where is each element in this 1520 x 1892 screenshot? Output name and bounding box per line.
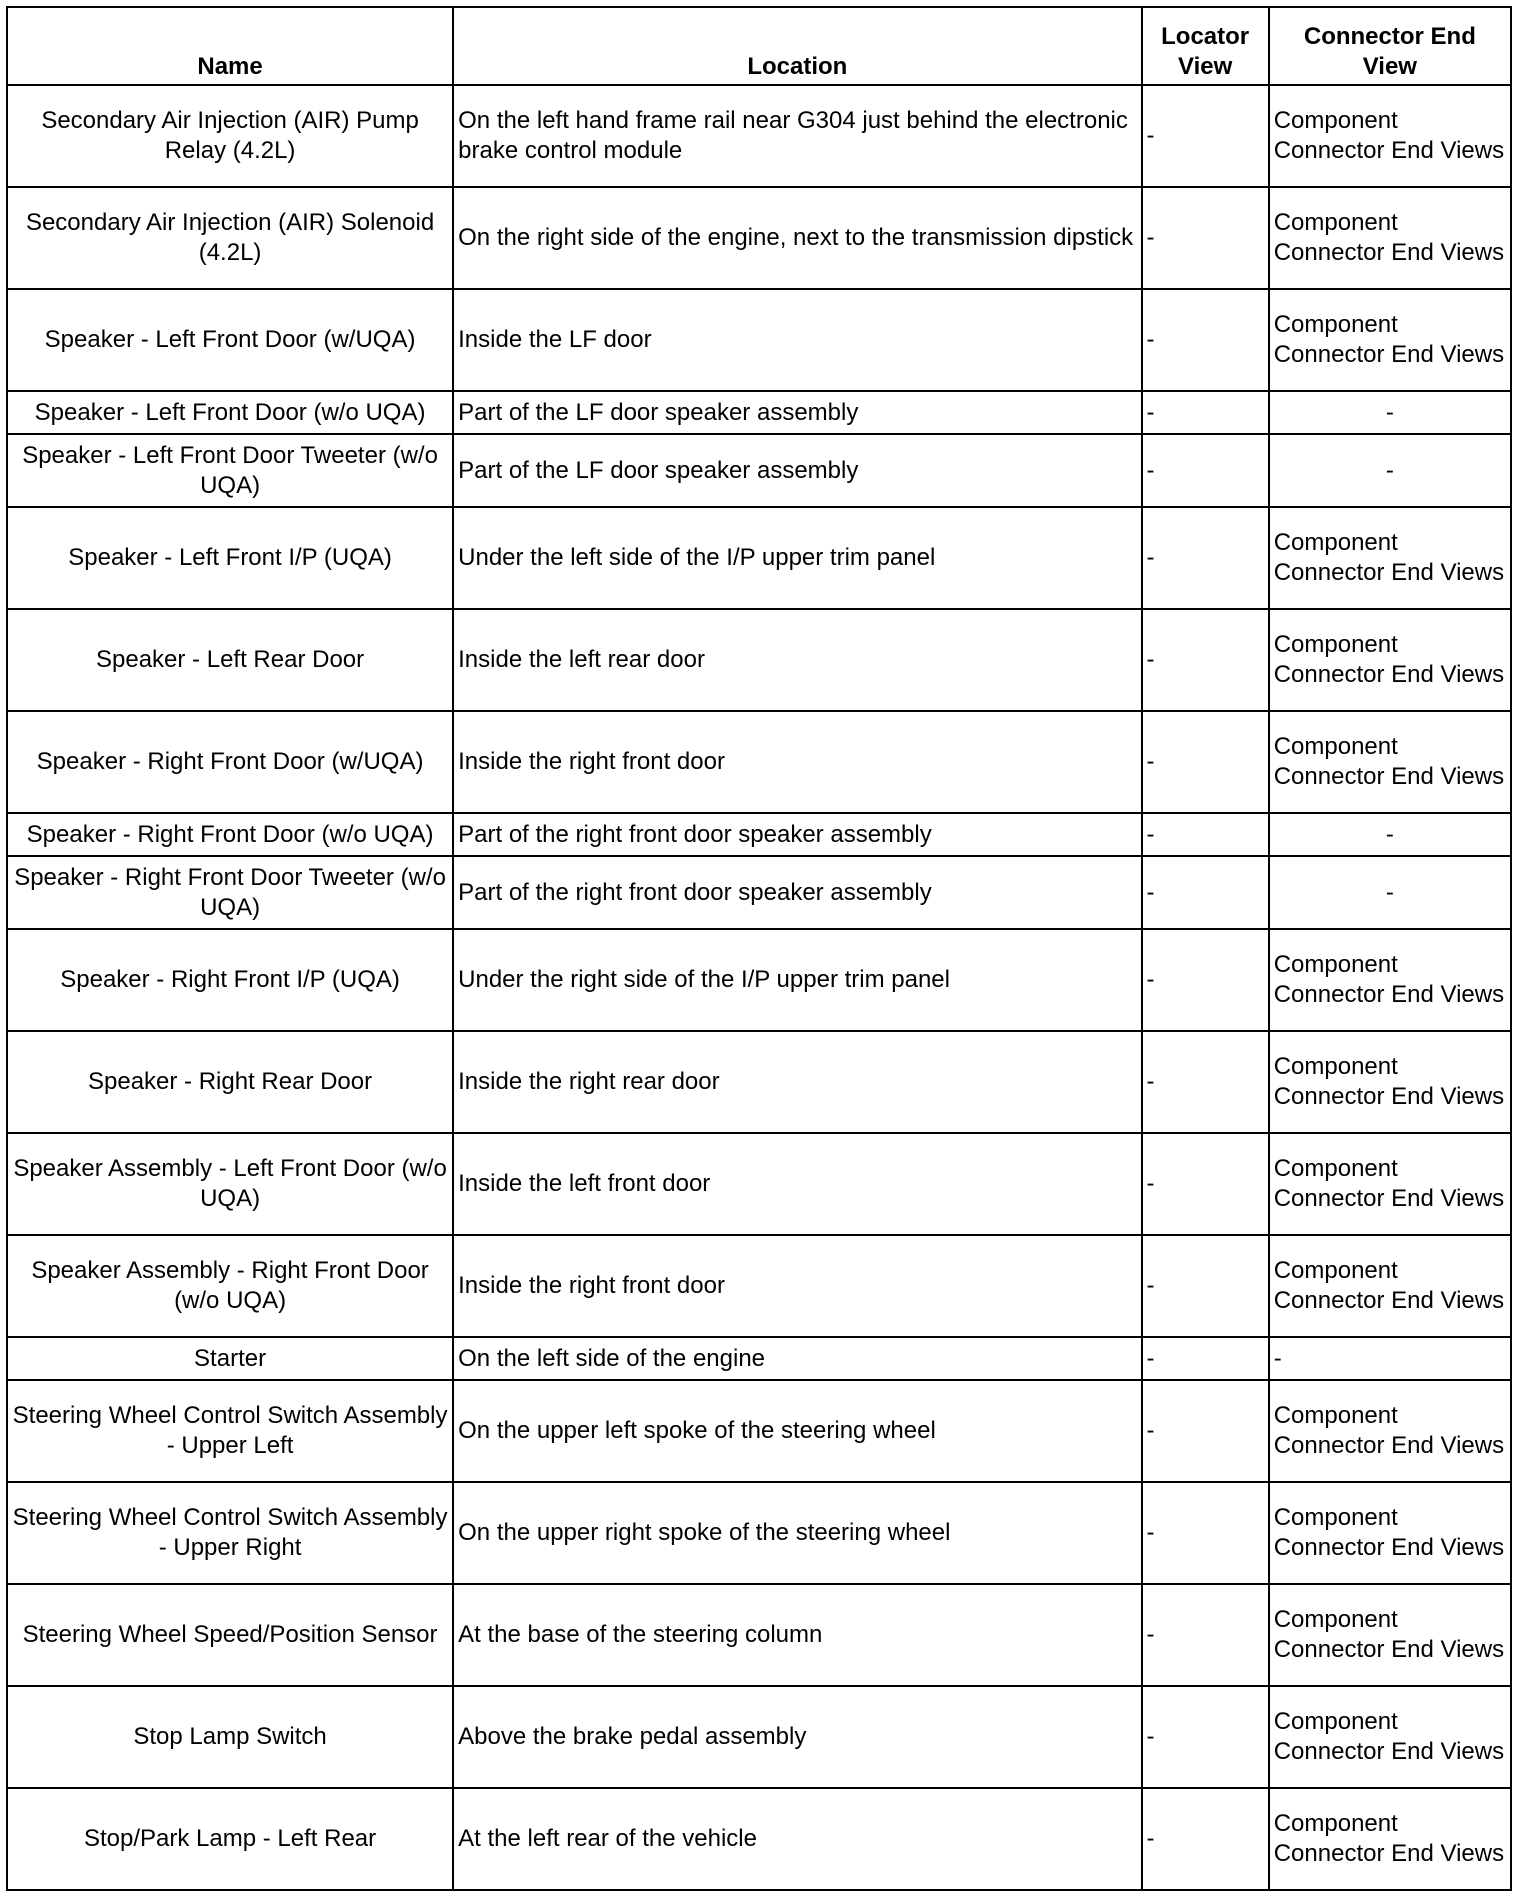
cell-name: Speaker - Right Front Door (w/o UQA) [7, 813, 453, 856]
cell-connector-end-view-link[interactable]: Component Connector End Views [1269, 1482, 1511, 1584]
cell-location: On the upper right spoke of the steering wheel [453, 1482, 1141, 1584]
cell-connector-end-view-link[interactable]: Component Connector End Views [1269, 289, 1511, 391]
cell-connector-end-view: - [1269, 434, 1511, 507]
table-row [7, 507, 1511, 609]
table-row [7, 1584, 1511, 1686]
table-row [7, 856, 1511, 929]
cell-location: Inside the right front door [453, 711, 1141, 813]
cell-name: Starter [7, 1337, 453, 1380]
table-row [7, 1133, 1511, 1235]
cell-connector-end-view-link[interactable]: Component Connector End Views [1269, 711, 1511, 813]
cell-location: Part of the right front door speaker assembly [453, 856, 1141, 929]
cell-locator-view: - [1142, 187, 1269, 289]
cell-name: Speaker Assembly - Left Front Door (w/o UQA) [7, 1133, 453, 1235]
cell-locator-view: - [1142, 609, 1269, 711]
cell-location: Inside the left rear door [453, 609, 1141, 711]
cell-locator-view: - [1142, 711, 1269, 813]
cell-locator-view: - [1142, 507, 1269, 609]
table-row [7, 1235, 1511, 1337]
cell-connector-end-view-link[interactable]: Component Connector End Views [1269, 1584, 1511, 1686]
cell-connector-end-view-link[interactable]: Component Connector End Views [1269, 85, 1511, 187]
cell-name: Steering Wheel Speed/Position Sensor [7, 1584, 453, 1686]
cell-name: Stop Lamp Switch [7, 1686, 453, 1788]
cell-location: Inside the right rear door [453, 1031, 1141, 1133]
cell-locator-view: - [1142, 929, 1269, 1031]
table-row [7, 711, 1511, 813]
component-locator-table [6, 6, 1512, 1891]
cell-location: On the upper left spoke of the steering wheel [453, 1380, 1141, 1482]
cell-connector-end-view: - [1269, 1337, 1511, 1380]
table-row [7, 434, 1511, 507]
table-row [7, 813, 1511, 856]
table-row [7, 1337, 1511, 1380]
cell-connector-end-view-link[interactable]: Component Connector End Views [1269, 609, 1511, 711]
cell-connector-end-view: - [1269, 856, 1511, 929]
cell-name: Stop/Park Lamp - Left Rear [7, 1788, 453, 1890]
cell-connector-end-view: - [1269, 391, 1511, 434]
cell-connector-end-view-link[interactable]: Component Connector End Views [1269, 187, 1511, 289]
cell-location: At the base of the steering column [453, 1584, 1141, 1686]
cell-location: Under the left side of the I/P upper trim panel [453, 507, 1141, 609]
cell-locator-view: - [1142, 289, 1269, 391]
cell-location: Above the brake pedal assembly [453, 1686, 1141, 1788]
cell-name: Speaker - Right Front Door Tweeter (w/o UQA) [7, 856, 453, 929]
table-row [7, 289, 1511, 391]
cell-name: Speaker - Right Front Door (w/UQA) [7, 711, 453, 813]
cell-location: Part of the LF door speaker assembly [453, 434, 1141, 507]
table-row [7, 391, 1511, 434]
cell-connector-end-view-link[interactable]: Component Connector End Views [1269, 1380, 1511, 1482]
cell-name: Speaker - Right Rear Door [7, 1031, 453, 1133]
cell-locator-view: - [1142, 1380, 1269, 1482]
cell-name: Speaker - Left Front Door (w/UQA) [7, 289, 453, 391]
header-locator-view: Locator View [1142, 7, 1269, 85]
table-row [7, 929, 1511, 1031]
table-row [7, 1380, 1511, 1482]
table-row [7, 1686, 1511, 1788]
cell-location: On the left side of the engine [453, 1337, 1141, 1380]
cell-locator-view: - [1142, 1788, 1269, 1890]
cell-locator-view: - [1142, 856, 1269, 929]
cell-connector-end-view-link[interactable]: Component Connector End Views [1269, 1788, 1511, 1890]
table-row [7, 1031, 1511, 1133]
cell-connector-end-view-link[interactable]: Component Connector End Views [1269, 1235, 1511, 1337]
table-row [7, 187, 1511, 289]
cell-connector-end-view-link[interactable]: Component Connector End Views [1269, 507, 1511, 609]
cell-location: Part of the right front door speaker assembly [453, 813, 1141, 856]
cell-name: Speaker - Left Front I/P (UQA) [7, 507, 453, 609]
cell-location: Inside the right front door [453, 1235, 1141, 1337]
cell-locator-view: - [1142, 1686, 1269, 1788]
cell-name: Secondary Air Injection (AIR) Pump Relay (4.2L) [7, 85, 453, 187]
cell-name: Secondary Air Injection (AIR) Solenoid (4.2L) [7, 187, 453, 289]
cell-locator-view: - [1142, 85, 1269, 187]
cell-location: Under the right side of the I/P upper trim panel [453, 929, 1141, 1031]
header-connector-end-view: Connector End View [1269, 7, 1511, 85]
connector-table-container [6, 6, 1512, 1891]
cell-name: Speaker Assembly - Right Front Door (w/o UQA) [7, 1235, 453, 1337]
cell-location: Part of the LF door speaker assembly [453, 391, 1141, 434]
cell-connector-end-view: - [1269, 813, 1511, 856]
cell-connector-end-view-link[interactable]: Component Connector End Views [1269, 929, 1511, 1031]
cell-name: Speaker - Left Rear Door [7, 609, 453, 711]
cell-location: Inside the left front door [453, 1133, 1141, 1235]
header-location: Location [453, 7, 1141, 85]
cell-location: Inside the LF door [453, 289, 1141, 391]
cell-connector-end-view-link[interactable]: Component Connector End Views [1269, 1031, 1511, 1133]
cell-locator-view: - [1142, 1584, 1269, 1686]
table-row [7, 609, 1511, 711]
cell-location: On the left hand frame rail near G304 just behind the electronic brake control module [453, 85, 1141, 187]
cell-locator-view: - [1142, 1482, 1269, 1584]
cell-name: Speaker - Right Front I/P (UQA) [7, 929, 453, 1031]
table-row [7, 1482, 1511, 1584]
cell-name: Speaker - Left Front Door Tweeter (w/o UQA) [7, 434, 453, 507]
table-header-row [7, 7, 1511, 85]
cell-locator-view: - [1142, 391, 1269, 434]
cell-locator-view: - [1142, 1337, 1269, 1380]
cell-locator-view: - [1142, 1133, 1269, 1235]
cell-connector-end-view-link[interactable]: Component Connector End Views [1269, 1133, 1511, 1235]
cell-location: At the left rear of the vehicle [453, 1788, 1141, 1890]
cell-locator-view: - [1142, 813, 1269, 856]
cell-location: On the right side of the engine, next to the transmission dipstick [453, 187, 1141, 289]
cell-locator-view: - [1142, 1235, 1269, 1337]
cell-connector-end-view-link[interactable]: Component Connector End Views [1269, 1686, 1511, 1788]
cell-locator-view: - [1142, 1031, 1269, 1133]
cell-name: Steering Wheel Control Switch Assembly - Upper Left [7, 1380, 453, 1482]
header-name: Name [7, 7, 453, 85]
cell-name: Steering Wheel Control Switch Assembly - Upper Right [7, 1482, 453, 1584]
cell-locator-view: - [1142, 434, 1269, 507]
table-row [7, 1788, 1511, 1890]
table-row [7, 85, 1511, 187]
cell-name: Speaker - Left Front Door (w/o UQA) [7, 391, 453, 434]
